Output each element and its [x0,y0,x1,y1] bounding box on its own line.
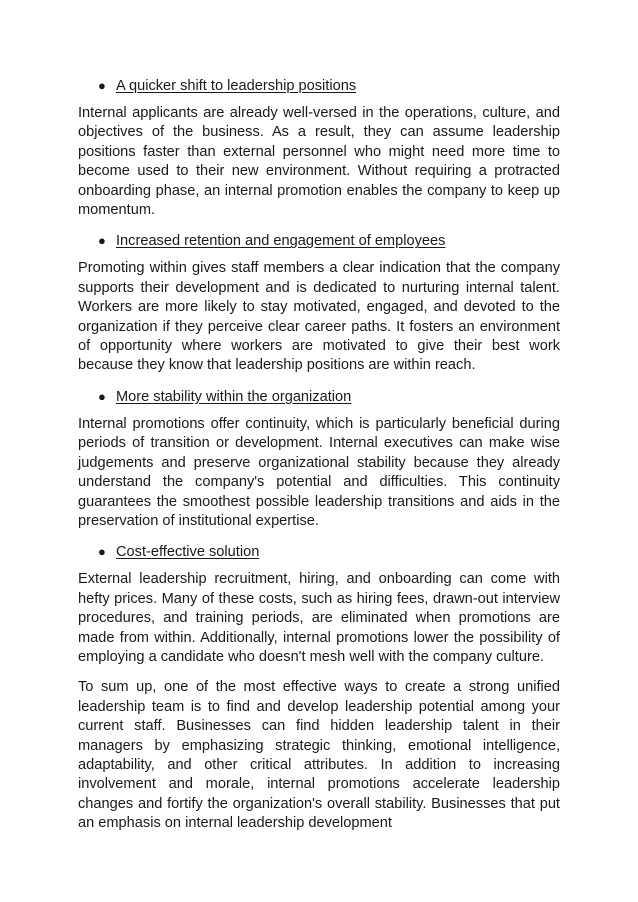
bullet-heading-retention [78,231,560,251]
section-paragraph: Promoting within gives staff members a clear indication that the company supports their development and is dedicated to nurturing internal talent. Workers are more likely to stay motivated, engaged, and devoted to the organization if they perceive clear career paths. It fosters an environment of opportunity where workers are motivated to give their best work because they know that leadership positions are within reach. [78,260,560,374]
section-paragraph: Internal promotions offer continuity, which is particularly beneficial during periods of transition or development. Internal executives can make wise judgements and preserve organizational stability because they already understand the company's potential and difficulties. This continuity guarantees the smoothest possible leadership transitions and aids in the preservation of institutional expertise. [78,415,560,529]
bullet-icon: ● [98,78,106,93]
section-heading: Increased retention and engagement of employees [116,233,446,250]
section-heading: More stability within the organization [116,388,352,405]
bullet-heading-quicker-shift [78,76,560,96]
section-paragraph: External leadership recruitment, hiring, and onboarding can come with hefty prices. Many of these costs, such as hiring fees, drawn-out interview procedures, and training periods, are eliminated when promotions are made from within. Additionally, internal promotions lower the possibility of employing a candidate who doesn't mesh well with the company culture. [78,571,560,665]
bullet-icon: ● [98,233,106,249]
section-heading: A quicker shift to leadership positions [116,78,357,94]
document-page [78,76,560,834]
section-heading: Cost-effective solution [116,544,260,561]
conclusion-paragraph: To sum up, one of the most effective ways to create a strong unified leadership team is to find and develop leadership potential among your current staff. Businesses can find hidden leadership talent in their managers by emphasizing strategic thinking, emotional intelligence, adaptability, and other critical attributes. In addition to increasing involvement and morale, internal promotions accelerate leadership changes and fortify the organization's overall stability. Businesses that put an emphasis on internal leadership development [78,679,560,832]
bullet-icon: ● [98,544,106,560]
section-paragraph: Internal applicants are already well-versed in the operations, culture, and objectives of the business. As a result, they can assume leadership positions faster than external personnel who might need more time to become used to their new environment. Without requiring a protracted onboarding phase, an internal promotion enables the company to keep up momentum. [78,105,560,219]
bullet-icon: ● [98,388,106,404]
bullet-heading-stability [78,387,560,407]
bullet-heading-cost-effective [78,542,560,562]
